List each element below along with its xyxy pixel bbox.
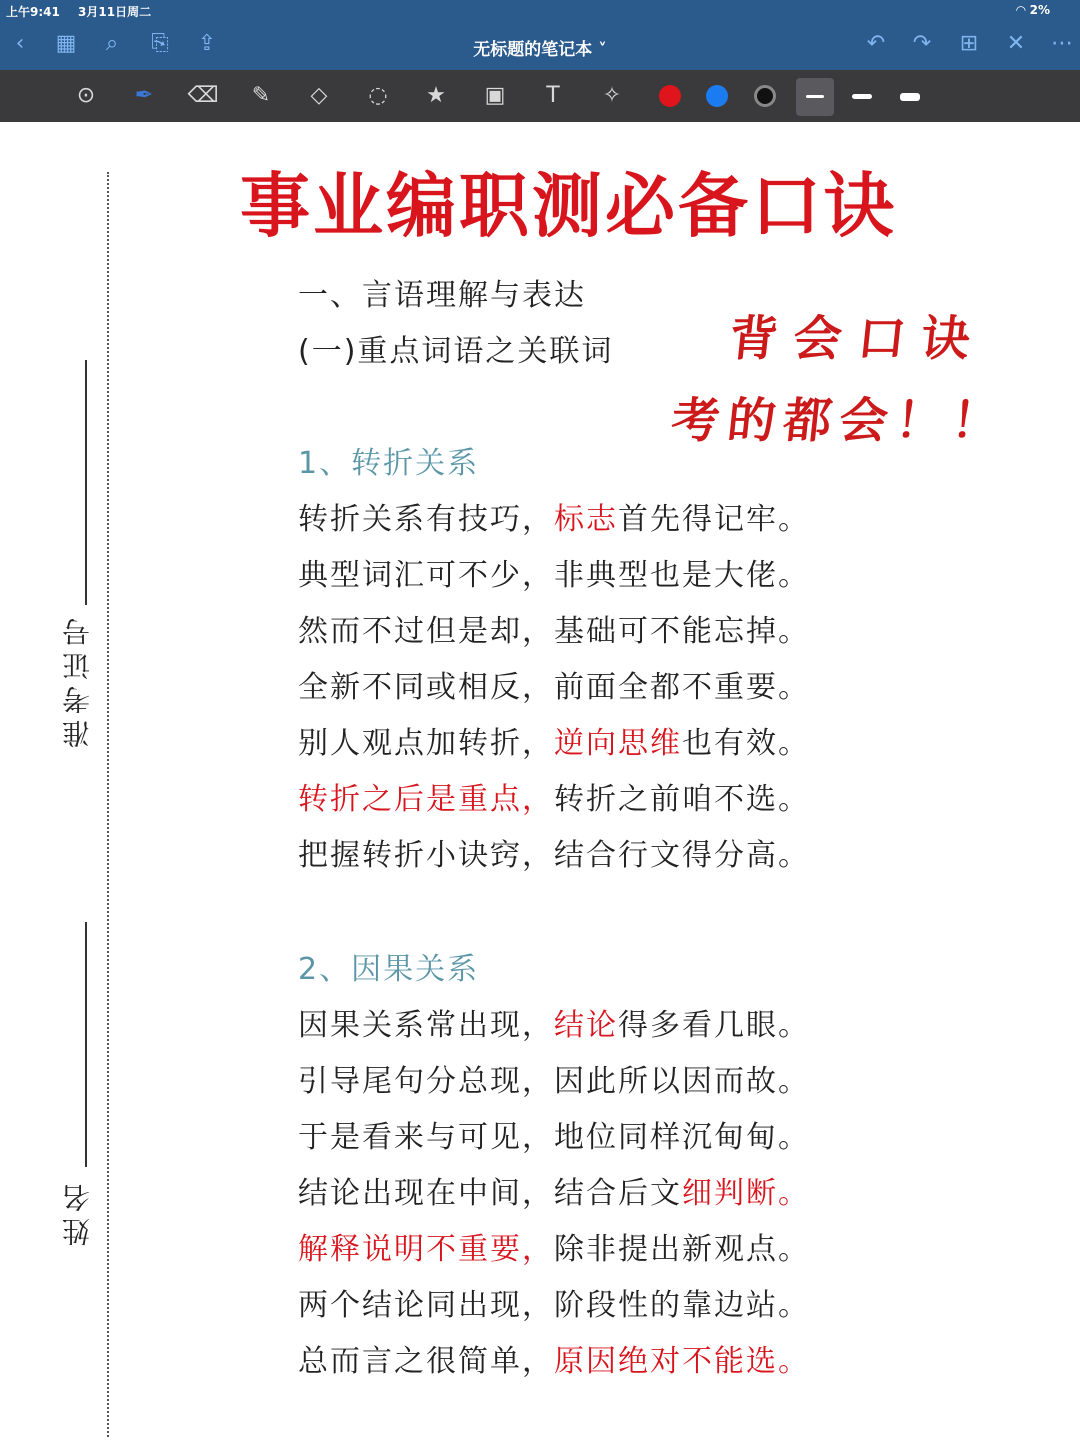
eraser-icon[interactable]: ⌫: [187, 83, 219, 108]
exam-id-writing-line: [85, 360, 87, 605]
verse-text: 于是看来与可见，地位同样沉甸甸。: [298, 1120, 810, 1155]
verse-text: 典型词汇可不少，非典型也是大佬。: [298, 558, 810, 593]
verse-text: 也有效。: [682, 726, 810, 761]
exam-id-label: 准考证号: [61, 612, 94, 748]
verse-text: 把握转折小诀窍，结合行文得分高。: [298, 838, 810, 873]
redo-icon[interactable]: ↷: [912, 31, 932, 56]
verse-line: [298, 774, 810, 818]
bookmark-icon[interactable]: ⎘: [151, 31, 169, 56]
verse-line: [298, 1280, 810, 1324]
status-bar: [6, 3, 165, 20]
verse-text: 首先得记牢。: [618, 502, 810, 537]
verse-text: 结论出现在中间，结合后文: [298, 1176, 682, 1211]
verse-text: 引导尾句分总现，因此所以因而故。: [298, 1064, 810, 1099]
grid-icon[interactable]: ▦: [55, 31, 77, 56]
verse-highlight: 细判断。: [682, 1176, 810, 1211]
part2-heading: 2、因果关系: [298, 952, 480, 987]
verse-text: 除非提出新观点。: [554, 1232, 810, 1267]
verse-line: [298, 1336, 810, 1380]
color-black-swatch[interactable]: [754, 85, 776, 107]
battery-indicator: [1016, 3, 1050, 17]
highlighter-icon[interactable]: ✎: [251, 83, 271, 108]
text-tool-icon[interactable]: T: [546, 83, 560, 108]
more-icon[interactable]: ⋯: [1051, 31, 1073, 56]
verse-line: [298, 830, 810, 874]
share-icon[interactable]: ⇪: [197, 31, 217, 56]
battery-level: 2%: [1029, 3, 1050, 17]
verse-line: [298, 1056, 810, 1100]
verse-line: [298, 718, 810, 762]
status-date: 3月11日周二: [78, 5, 152, 19]
verse-text: 转折之前咱不选。: [554, 782, 810, 817]
color-blue-swatch[interactable]: [706, 85, 728, 107]
notebook-title[interactable]: 无标题的笔记本 ˅: [473, 40, 607, 60]
status-time: 上午9:41: [6, 5, 60, 19]
shapes-icon[interactable]: ◇: [310, 83, 328, 108]
verse-text: 两个结论同出现，阶段性的靠边站。: [298, 1288, 810, 1323]
stroke-thick-icon[interactable]: [900, 93, 920, 101]
verse-line: [298, 1224, 810, 1268]
handwritten-note-line2: 考的都会！！: [668, 393, 1011, 449]
verse-highlight: 转折之后是重点，: [298, 782, 554, 817]
sticker-icon[interactable]: ★: [426, 83, 446, 108]
page-title: 事业编职测必备口诀: [240, 164, 897, 247]
verse-text: 全新不同或相反，前面全都不重要。: [298, 670, 810, 705]
verse-highlight: 逆向思维: [554, 726, 682, 761]
verse-text: 得多看几眼。: [618, 1008, 810, 1043]
binding-dotted-line: [107, 172, 109, 1437]
laser-pointer-icon[interactable]: ✧: [602, 83, 622, 108]
add-page-icon[interactable]: ⊞: [959, 31, 979, 56]
verse-line: [298, 1000, 810, 1044]
section-heading: 一、言语理解与表达: [298, 278, 586, 313]
verse-highlight: 标志: [554, 502, 618, 537]
name-writing-line: [85, 922, 87, 1167]
verse-text: 转折关系有技巧，: [298, 502, 554, 537]
back-icon[interactable]: ‹: [15, 31, 25, 56]
verse-text: 总而言之很简单，: [298, 1344, 554, 1379]
stroke-thin-icon: [806, 95, 824, 98]
handwritten-note-line1: 背会口诀: [726, 311, 989, 367]
verse-line: [298, 550, 810, 594]
verse-text: 别人观点加转折，: [298, 726, 554, 761]
verse-line: [298, 1168, 810, 1212]
color-red-swatch[interactable]: [659, 85, 681, 107]
verse-line: [298, 494, 810, 538]
subsection-heading: (一)重点词语之关联词: [298, 334, 614, 369]
undo-icon[interactable]: ↶: [866, 31, 886, 56]
name-label: 姓名: [61, 1178, 94, 1246]
stroke-medium-icon[interactable]: [852, 94, 872, 99]
lasso-icon[interactable]: ◌: [368, 83, 388, 108]
lasso-view-icon[interactable]: ⊙: [76, 83, 96, 108]
verse-line: [298, 662, 810, 706]
verse-text: 然而不过但是却，基础可不能忘掉。: [298, 614, 810, 649]
pen-icon[interactable]: ✒: [134, 83, 154, 108]
wifi-icon: ◠: [1016, 3, 1026, 17]
top-bar: [0, 0, 1080, 70]
search-icon[interactable]: ⌕: [105, 31, 119, 56]
verse-highlight: 原因绝对不能选。: [554, 1344, 810, 1379]
image-icon[interactable]: ▣: [484, 83, 506, 108]
verse-highlight: 结论: [554, 1008, 618, 1043]
verse-line: [298, 606, 810, 650]
verse-highlight: 解释说明不重要，: [298, 1232, 554, 1267]
verse-line: [298, 1112, 810, 1156]
verse-text: 因果关系常出现，: [298, 1008, 554, 1043]
part1-heading: 1、转折关系: [298, 446, 480, 481]
close-icon[interactable]: ✕: [1006, 31, 1026, 56]
